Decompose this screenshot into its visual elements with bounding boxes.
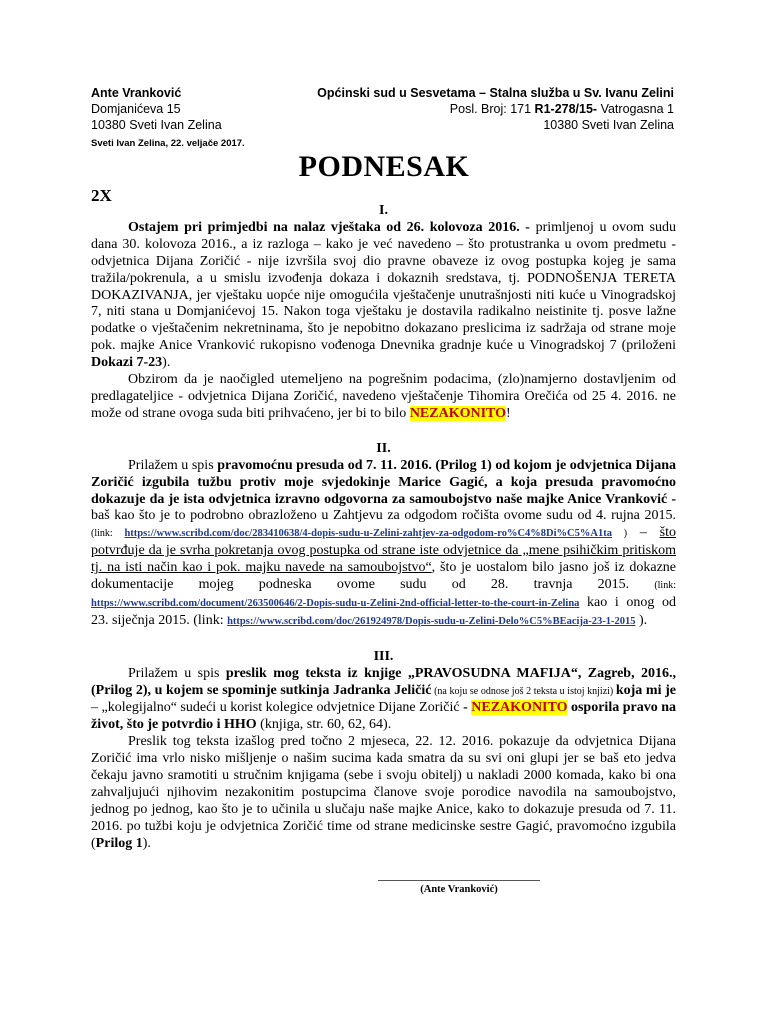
section-heading-2: II. xyxy=(376,440,391,456)
court-city: 10380 Sveti Ivan Zelina xyxy=(543,118,674,132)
section-3-bold-2: koja mi je xyxy=(615,682,676,698)
sender-city: 10380 Sveti Ivan Zelina xyxy=(91,118,222,132)
date-line: Sveti Ivan Zelina, 22. veljače 2017. xyxy=(91,138,245,149)
section-1-p2-end: ! xyxy=(506,405,511,421)
section-3-dash: - xyxy=(463,700,468,716)
section-2-paragraph-1 xyxy=(91,458,676,631)
section-1-text-end: ). xyxy=(162,355,171,371)
section-2-end: ). xyxy=(635,612,648,628)
signature-line xyxy=(378,880,540,881)
court-name: Općinski sud u Sesvetama – Stalna služba u Sv. Ivanu Zelini xyxy=(317,86,674,100)
section-1-p2-text: Obzirom da je naočigled utemeljeno na pogrešnim podacima, (zlo)namjerno dostavljenim od predlagateljice - odvjetnica Dijana Zoričić, navedeno vještačenje Tihomira Orečića od 25 4. 2016. ne može od strane ovoga suda biti prihvaćeno, jer bi to bilo xyxy=(91,372,676,421)
section-3-p2-text: Preslik tog teksta izašlog pred točno 2 mjeseca, 22. 12. 2016. pokazuje da odvjetnica Dijana Zoričić ima vrlo nisko mišljenje o našim sucima kada smatra da su svi oni glupi jer se baš eto jedva čekaju javno sramotiti u stručnim knjigama (sebe i svoju obitelj) u nakladi 2000 komada, kako bi ona zahvaljujući njihovim nezakonitim postupcima članove svoje porodice navodila na samoubojstvo, jednog po jednog, kao što je to učinila u slučaju naše majke Anice, kako to dokazuje presuda od 7. 11. 2016. po tužbi koju je odvjetnica Zoričić time od strane medicinske sestre Gagić, pravomoćno izgubila ( xyxy=(91,734,676,851)
section-1-paragraph-2 xyxy=(91,372,676,423)
case-prefix: Posl. Broj: 171 xyxy=(449,102,535,116)
scribd-link-3[interactable]: https://www.scribd.com/doc/261924978/Dopis-sudu-u-Zelini-Delo%C5%BEacija-23-1-2015 xyxy=(227,615,636,627)
scribd-link-2[interactable]: https://www.scribd.com/document/263500646/2-Dopis-sudu-u-Zelini-2nd-official-letter-to-the-court-in-Zelina xyxy=(91,597,580,609)
section-3-lead: Prilažem u spis xyxy=(128,665,226,681)
section-1-paragraph-1 xyxy=(91,220,676,372)
link-label-1: (link: xyxy=(91,528,125,540)
prilog-1-reference: Prilog 1 xyxy=(95,835,143,851)
link-label-2: (link: xyxy=(654,580,676,592)
section-3-end: (knjiga, str. 60, 62, 64). xyxy=(256,717,392,733)
section-2-text-3: kao i onog od 23. siječnja 2015. (link: xyxy=(91,594,676,628)
case-line xyxy=(317,101,674,117)
section-2-dash: – xyxy=(627,525,660,541)
section-3-paragraph-1 xyxy=(91,666,676,735)
section-3-p2-end: ). xyxy=(142,835,151,851)
scribd-link-1[interactable]: https://www.scribd.com/doc/283410638/4-dopis-sudu-u-Zelini-zahtjev-za-odgodom-ro%C4%8Di%C5%A1ta xyxy=(124,528,612,540)
sender-street: Domjanićeva 15 xyxy=(91,102,181,116)
signature-name: (Ante Vranković) xyxy=(420,884,498,895)
section-1-text: primljenoj u ovom sudu dana 30. kolovoza 2016., a iz razloga – kako je već navedeno – što protustranka u ovom predmetu - odvjetnica Dijana Zoričić - nije izvršila svoj dio pravne obaveze iz ovog postupka kojeg je sama tražila/pokrenula, a u smislu izvođenja dokaza i dokaznih sredstava, tj. PODNOŠENJA TERETA DOKAZIVANJA, jer vještaku uopće nije omogućila vještačenje unutrašnjosti niti kuće u Vinogradskoj 7, niti stana u Domjanićevoj 15. Nakon toga vještaku je dostavila radikalno neistinite tj. posve lažne podatke o vještačenim nekretninama, što je nepobitno dokazano preslicima iz sadržaja od strane moje pok. majke Anice Vranković rukopisno vođenoga Dnevnika gradnje kuće u Vinogradskoj 7 (priloženi xyxy=(91,219,676,354)
link-close-1: ) xyxy=(611,528,628,540)
section-3-bold-3: osporila pravo na život, što je potvrdio i HHO xyxy=(91,700,677,733)
evidence-reference: Dokazi 7-23 xyxy=(91,355,163,371)
document-title: PODNESAK xyxy=(298,150,470,183)
section-heading-3: III. xyxy=(373,648,394,664)
highlight-nezakonito-2: NEZAKONITO xyxy=(471,700,568,716)
sender-name: Ante Vranković xyxy=(91,86,182,100)
signature-block xyxy=(378,880,540,895)
section-2-underlined: što potvrđuje da je svrha pokretanja ovog postupka od strane iste odvjetnice da „mene psihičkim pritiskom tj. na isti način kao i pok. majku navede na samoubojstvo“ xyxy=(91,525,676,576)
document-body xyxy=(91,203,676,853)
section-2-bold: pravomoćnu presuda od 7. 11. 2016. (Prilog 1) od kojom je odvjetnica Dijana Zoričić izgubila tužbu protiv moje svjedokinje Marice Gagić, a koja presuda pravomoćno dokazuje da je ista odvjetnica izravno odgovorna za samoubojstvo naše majke Anice Vranković - xyxy=(91,457,676,507)
section-2-text-2: , što je uostalom bilo jasno još iz dokazne dokumentacije mojeg podneska ovome sudu od 28. travnja 2015. xyxy=(91,560,676,593)
section-2-text: baš kao što je to podrobno obrazloženo u Zahtjevu za odgodom ročišta ovome sudu od 4. rujna 2015. xyxy=(91,508,676,524)
section-2-lead: Prilažem u spis xyxy=(128,457,218,473)
section-1-bold-lead: Ostajem pri primjedbi na nalaz vještaka od 26. kolovoza 2016. - xyxy=(128,219,530,235)
court-address xyxy=(317,85,674,133)
section-heading-1: I. xyxy=(379,203,388,218)
case-number: R1-278/15- xyxy=(534,102,598,116)
court-street: Vatrogasna 1 xyxy=(597,102,674,116)
highlight-nezakonito-1: NEZAKONITO xyxy=(409,405,507,421)
section-3-text: – „kolegijalno“ sudeći u korist kolegice odvjetnice Dijane Zoričić xyxy=(91,700,464,716)
section-3-small-note: (na koju se odnose još 2 teksta u istoj knjizi) xyxy=(431,685,616,697)
sender-address xyxy=(91,85,222,133)
section-3-bold: preslik mog teksta iz knjige „PRAVOSUDNA MAFIJA“, Zagreb, 2016., (Prilog 2), u kojem se spominje sutkinja Jadranka Jeličić xyxy=(91,665,677,698)
copies-count: 2X xyxy=(91,186,112,205)
section-3-paragraph-2 xyxy=(91,734,676,852)
